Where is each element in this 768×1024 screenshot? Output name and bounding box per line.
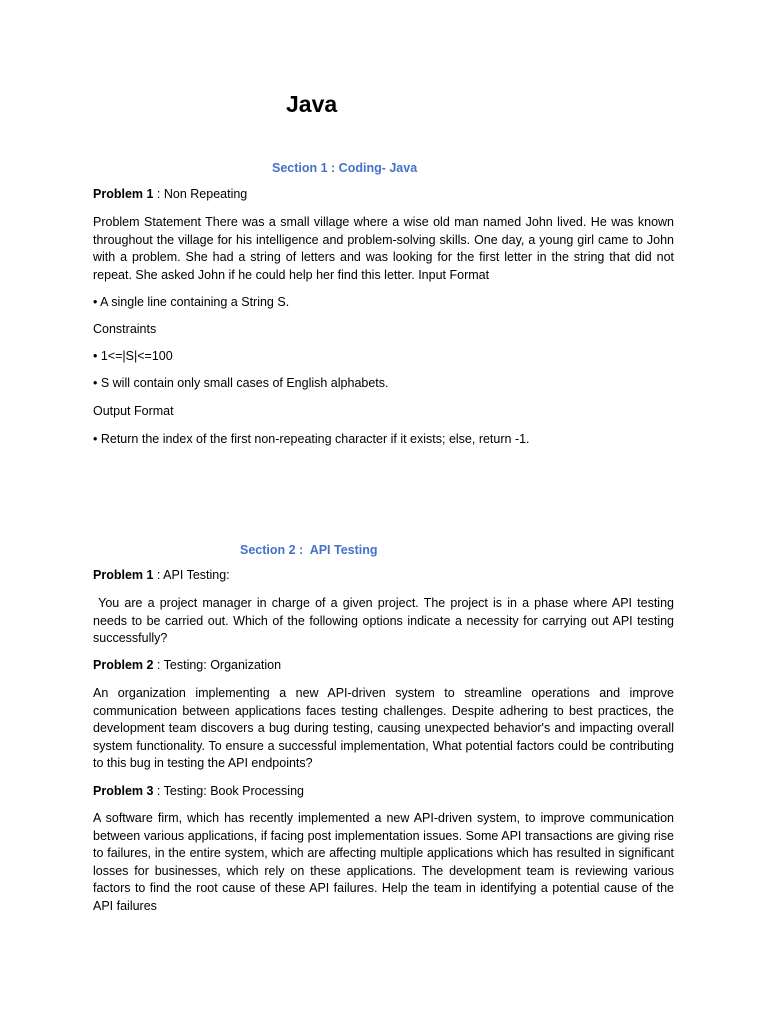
problem-name: Testing: Book Processing: [163, 784, 304, 798]
section-2-problem-1-title: [93, 567, 674, 585]
section-2-heading: Section 2 : API Testing: [240, 543, 378, 557]
section-1-heading: Section 1 : Coding- Java: [272, 161, 418, 175]
problem-name: Testing: Organization: [163, 658, 282, 672]
problem-label: Problem 1: [93, 568, 154, 582]
output-format-bullet: • Return the index of the first non-repeating character if it exists; else, return -1.: [93, 432, 530, 446]
problem-label: Problem 3: [93, 784, 154, 798]
problem-separator: :: [153, 568, 164, 582]
section-1-problem-1-title: [93, 186, 674, 204]
problem-name: Non Repeating: [163, 187, 248, 201]
problem-separator: :: [153, 658, 164, 672]
problem-statement: Problem Statement There was a small village where a wise old man named John lived. He was known throughout the village for his intelligence and problem-solving skills. One day, a young girl came to John with a problem. She had a string of letters and was looking for the first letter in the string that did not repeat. She asked John if he could help her find this letter. Input Format: [93, 215, 678, 282]
constraint-item: • 1<=|S|<=100: [93, 349, 173, 363]
constraint-item: • S will contain only small cases of English alphabets.: [93, 376, 389, 390]
problem-label: Problem 1: [93, 187, 154, 201]
section-2-problem-3-text: A software firm, which has recently implemented a new API-driven system, to improve communication between various applications, if facing post implementation issues. Some API transactions are giving rise to failures, in the entire system, which are affecting multiple applications which has resulted in significant losses for businesses, which rely on these applications. The development team is reviewing various factors to find the root cause of these API failures. Help the team in identifying a potential cause of the API failures: [93, 811, 678, 913]
section-2-problem-2-title: [93, 657, 674, 675]
section-2-problem-2-text: An organization implementing a new API-driven system to streamline operations and improve communication between applications faces testing challenges. Despite adhering to best practices, the development team discovers a bug during testing, causing unexpected behavior's and impacting overall system functionality. To ensure a successful implementation, What potential factors could be contributing to this bug in testing the API endpoints?: [93, 686, 678, 771]
problem-name: API Testing:: [163, 568, 230, 582]
section-2-problem-3-title: [93, 783, 674, 801]
problem-label: Problem 2: [93, 658, 154, 672]
output-format-label: Output Format: [93, 404, 174, 418]
problem-separator: :: [153, 187, 164, 201]
document-title: Java: [286, 91, 338, 117]
problem-separator: :: [153, 784, 164, 798]
section-2-problem-1-text: You are a project manager in charge of a given project. The project is in a phase where API testing needs to be carried out. Which of the following options indicate a necessity for carrying out API testing successfully?: [93, 596, 678, 646]
constraints-label: Constraints: [93, 322, 157, 336]
input-format-bullet: • A single line containing a String S.: [93, 295, 290, 309]
